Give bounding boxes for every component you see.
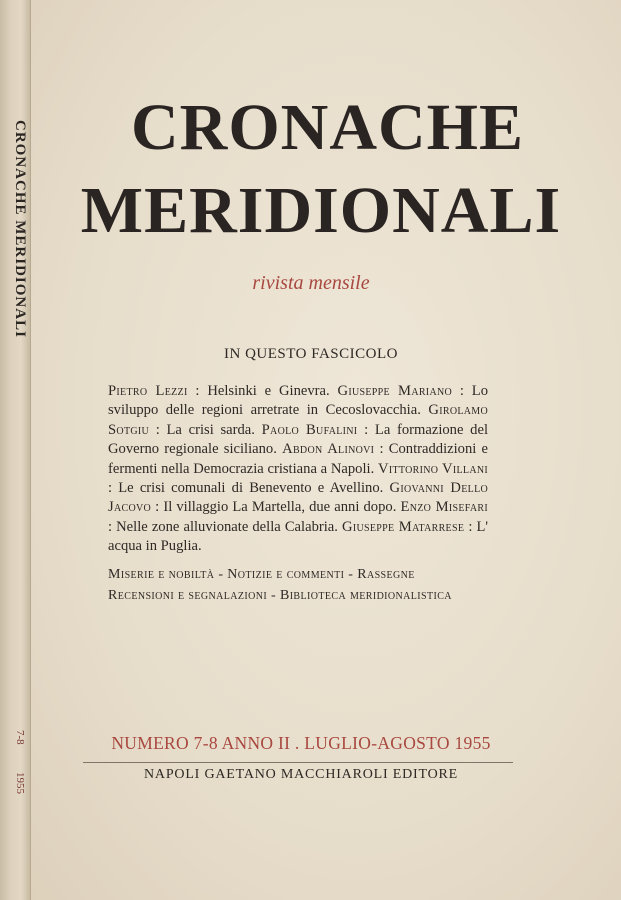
article-title: Le crisi comunali di Benevento e Avellino. <box>118 480 384 497</box>
article-author: Enzo Misefari <box>400 499 488 516</box>
masthead-subtitle: rivista mensile <box>252 272 370 294</box>
contents-heading: IN QUESTO FASCICOLO <box>224 346 398 362</box>
masthead-line-2: MERIDIONALI <box>80 174 562 247</box>
article-author: Vittorino Villani <box>378 460 489 477</box>
issue-line: NUMERO 7-8 ANNO II . LUGLIO-AGOSTO 1955 <box>111 733 491 753</box>
spine-title: CRONACHE MERIDIONALI <box>12 120 28 338</box>
spine-issue: 7-8 <box>14 730 26 745</box>
article-title: Il villaggio La Martella, due anni dopo. <box>163 499 397 516</box>
article-title: La formazione del Governo regionale siciliano. <box>108 421 488 458</box>
article-author: Girolamo Sotgiu <box>108 402 488 438</box>
article-author: Giovanni Dello Jacovo <box>108 480 488 516</box>
article-title: L' acqua in Puglia. <box>108 518 489 555</box>
sections-line-1: Miserie e nobiltà - Notizie e commenti - Rassegne <box>108 567 415 582</box>
article-title: Contraddizioni e fermenti nella Democrazia cristiana a Napoli. <box>108 441 488 477</box>
contents-list: Pietro Lezzi : Helsinki e Ginevra. Giuseppe Mariano : Lo sviluppo delle regioni arretrate in Cecoslovacchia. Girolamo Sotgiu : La crisi sarda. Paolo Bufalini : La formazione del Governo regionale siciliano. Abdon Alinovi : Contraddizioni e fermenti nella Democrazia cristiana a Napoli. Vittorino Villani : Le crisi comunali di Benevento e Avellino. Giovanni Dello Jacovo : Il villaggio La Martella, due anni dopo. Enzo Misefari : Nelle zone alluvionate della Calabria. Giuseppe Matarrese : L' acqua in Puglia. <box>108 383 489 555</box>
article-title: La crisi sarda. <box>166 421 255 438</box>
divider-rule <box>83 762 513 763</box>
article-author: Giuseppe Mariano <box>337 383 453 399</box>
article-author: Pietro Lezzi <box>108 383 188 399</box>
front-cover <box>31 0 621 900</box>
article-author: Giuseppe Matarrese <box>342 518 465 535</box>
book-spine <box>0 0 31 900</box>
masthead-line-1: CRONACHE <box>131 91 525 164</box>
publisher-line: NAPOLI GAETANO MACCHIAROLI EDITORE <box>144 767 458 782</box>
article-author: Abdon Alinovi <box>282 441 375 458</box>
sections-list <box>108 564 488 606</box>
sections-line-2: Recensioni e segnalazioni - Biblioteca meridionalistica <box>108 588 452 603</box>
spine-year: 1955 <box>14 772 26 794</box>
article-author: Paolo Bufalini <box>261 421 358 438</box>
article-title: Lo sviluppo delle regioni arretrate in Cecoslovacchia. <box>108 383 488 419</box>
article-title: Nelle zone alluvionate della Calabria. <box>116 518 338 535</box>
article-title: Helsinki e Ginevra. <box>207 383 330 399</box>
